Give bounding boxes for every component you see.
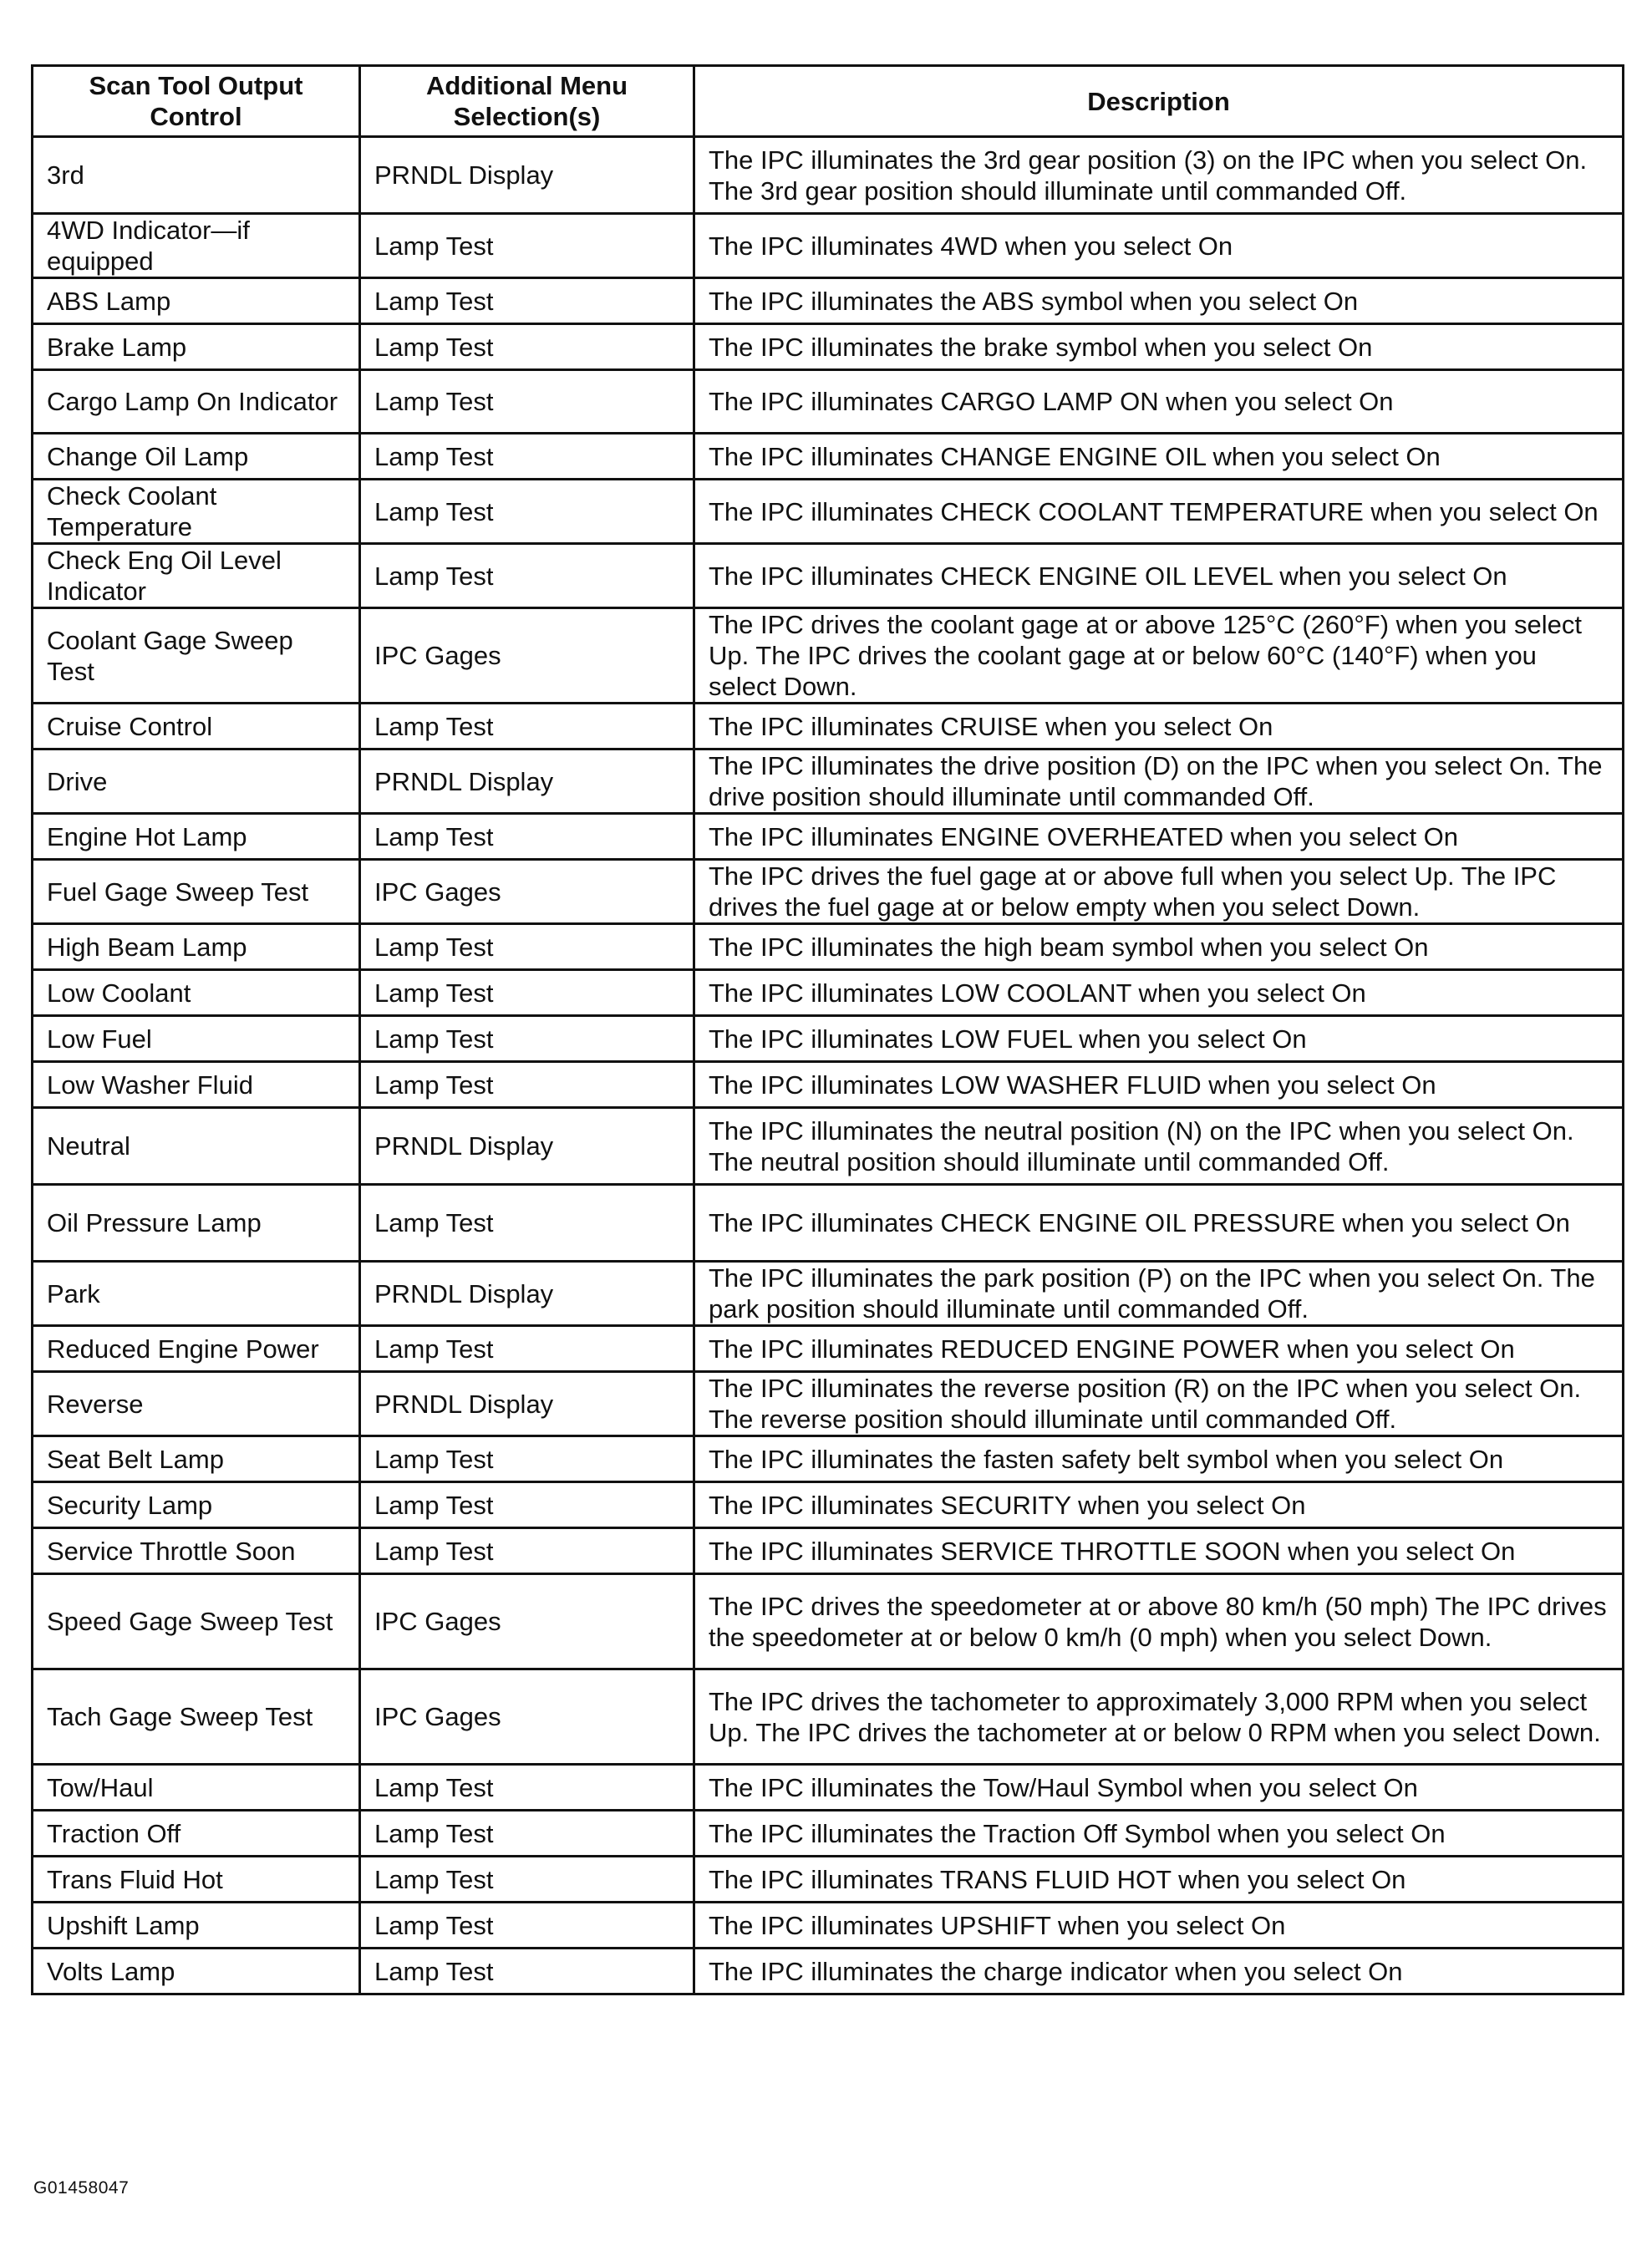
table-row xyxy=(33,1372,1624,1436)
description-cell: The IPC illuminates the high beam symbol when you select On xyxy=(694,924,1624,970)
table-row xyxy=(33,324,1624,370)
menu-selection-cell: Lamp Test xyxy=(360,1062,694,1108)
output-control-cell: Upshift Lamp xyxy=(33,1903,360,1949)
output-control-cell: Neutral xyxy=(33,1108,360,1185)
table-row xyxy=(33,434,1624,480)
output-control-cell: Low Washer Fluid xyxy=(33,1062,360,1108)
menu-selection-cell: Lamp Test xyxy=(360,370,694,434)
description-cell: The IPC drives the coolant gage at or above 125°C (260°F) when you select Up. The IPC drives the coolant gage at or below 60°C (140°F) when you select Down. xyxy=(694,608,1624,704)
scan-tool-output-table xyxy=(31,64,1624,1995)
menu-selection-cell: PRNDL Display xyxy=(360,1108,694,1185)
description-cell: The IPC drives the fuel gage at or above full when you select Up. The IPC drives the fuel gage at or below empty when you select Down. xyxy=(694,860,1624,924)
description-cell: The IPC illuminates LOW COOLANT when you select On xyxy=(694,970,1624,1016)
description-cell: The IPC illuminates CARGO LAMP ON when you select On xyxy=(694,370,1624,434)
table-row xyxy=(33,480,1624,544)
menu-selection-cell: IPC Gages xyxy=(360,1669,694,1765)
menu-selection-cell: IPC Gages xyxy=(360,860,694,924)
output-control-cell: Coolant Gage Sweep Test xyxy=(33,608,360,704)
output-control-cell: Cargo Lamp On Indicator xyxy=(33,370,360,434)
menu-selection-cell: Lamp Test xyxy=(360,278,694,324)
menu-selection-cell: Lamp Test xyxy=(360,970,694,1016)
output-control-cell: Volts Lamp xyxy=(33,1949,360,1994)
table-row xyxy=(33,370,1624,434)
description-cell: The IPC illuminates the brake symbol when you select On xyxy=(694,324,1624,370)
output-control-cell: Tach Gage Sweep Test xyxy=(33,1669,360,1765)
description-cell: The IPC illuminates the Tow/Haul Symbol when you select On xyxy=(694,1765,1624,1811)
menu-selection-cell: Lamp Test xyxy=(360,480,694,544)
description-cell: The IPC illuminates REDUCED ENGINE POWER when you select On xyxy=(694,1326,1624,1372)
output-control-cell: Engine Hot Lamp xyxy=(33,814,360,860)
menu-selection-cell: Lamp Test xyxy=(360,704,694,749)
menu-selection-cell: Lamp Test xyxy=(360,1811,694,1857)
menu-selection-cell: Lamp Test xyxy=(360,1949,694,1994)
menu-selection-cell: Lamp Test xyxy=(360,1765,694,1811)
output-control-cell: Tow/Haul xyxy=(33,1765,360,1811)
description-cell: The IPC illuminates LOW WASHER FLUID when you select On xyxy=(694,1062,1624,1108)
figure-code: G01458047 xyxy=(33,2178,130,2198)
table-row xyxy=(33,1262,1624,1326)
menu-selection-cell: Lamp Test xyxy=(360,1528,694,1574)
description-cell: The IPC illuminates the reverse position (R) on the IPC when you select On. The reverse position should illuminate until commanded Off. xyxy=(694,1372,1624,1436)
header-description: Description xyxy=(694,66,1624,137)
header-additional-menu-selections: Additional Menu Selection(s) xyxy=(360,66,694,137)
output-control-cell: Fuel Gage Sweep Test xyxy=(33,860,360,924)
description-cell: The IPC illuminates ENGINE OVERHEATED when you select On xyxy=(694,814,1624,860)
table-row xyxy=(33,1857,1624,1903)
table-row xyxy=(33,1949,1624,1994)
output-control-cell: Check Eng Oil Level Indicator xyxy=(33,544,360,608)
description-cell: The IPC drives the tachometer to approximately 3,000 RPM when you select Up. The IPC drives the tachometer at or below 0 RPM when you select Down. xyxy=(694,1669,1624,1765)
description-cell: The IPC illuminates SERVICE THROTTLE SOON when you select On xyxy=(694,1528,1624,1574)
description-cell: The IPC illuminates the neutral position (N) on the IPC when you select On. The neutral position should illuminate until commanded Off. xyxy=(694,1108,1624,1185)
menu-selection-cell: Lamp Test xyxy=(360,814,694,860)
menu-selection-cell: Lamp Test xyxy=(360,544,694,608)
description-cell: The IPC illuminates CRUISE when you select On xyxy=(694,704,1624,749)
table-row xyxy=(33,970,1624,1016)
table-row xyxy=(33,1108,1624,1185)
table-row xyxy=(33,1326,1624,1372)
menu-selection-cell: PRNDL Display xyxy=(360,749,694,814)
menu-selection-cell: Lamp Test xyxy=(360,1436,694,1482)
table-row xyxy=(33,814,1624,860)
menu-selection-cell: Lamp Test xyxy=(360,1482,694,1528)
menu-selection-cell: Lamp Test xyxy=(360,1016,694,1062)
menu-selection-cell: Lamp Test xyxy=(360,324,694,370)
output-control-cell: Oil Pressure Lamp xyxy=(33,1185,360,1262)
menu-selection-cell: Lamp Test xyxy=(360,1326,694,1372)
menu-selection-cell: IPC Gages xyxy=(360,608,694,704)
table-row xyxy=(33,1482,1624,1528)
output-control-cell: Drive xyxy=(33,749,360,814)
output-control-cell: 3rd xyxy=(33,137,360,214)
table-row xyxy=(33,1016,1624,1062)
output-control-cell: Traction Off xyxy=(33,1811,360,1857)
output-control-cell: ABS Lamp xyxy=(33,278,360,324)
description-cell: The IPC illuminates CHECK ENGINE OIL PRESSURE when you select On xyxy=(694,1185,1624,1262)
description-cell: The IPC illuminates CHECK ENGINE OIL LEVEL when you select On xyxy=(694,544,1624,608)
output-control-cell: Brake Lamp xyxy=(33,324,360,370)
description-cell: The IPC illuminates the charge indicator when you select On xyxy=(694,1949,1624,1994)
description-cell: The IPC illuminates TRANS FLUID HOT when you select On xyxy=(694,1857,1624,1903)
menu-selection-cell: Lamp Test xyxy=(360,924,694,970)
output-control-cell: Reduced Engine Power xyxy=(33,1326,360,1372)
table-row xyxy=(33,608,1624,704)
menu-selection-cell: PRNDL Display xyxy=(360,137,694,214)
description-cell: The IPC illuminates the Traction Off Symbol when you select On xyxy=(694,1811,1624,1857)
menu-selection-cell: PRNDL Display xyxy=(360,1372,694,1436)
table-row xyxy=(33,214,1624,278)
description-cell: The IPC illuminates CHECK COOLANT TEMPERATURE when you select On xyxy=(694,480,1624,544)
header-scan-tool-output-control: Scan Tool Output Control xyxy=(33,66,360,137)
menu-selection-cell: Lamp Test xyxy=(360,1903,694,1949)
output-control-cell: Trans Fluid Hot xyxy=(33,1857,360,1903)
output-control-cell: Park xyxy=(33,1262,360,1326)
table-row xyxy=(33,1669,1624,1765)
output-control-cell: Reverse xyxy=(33,1372,360,1436)
description-cell: The IPC illuminates LOW FUEL when you select On xyxy=(694,1016,1624,1062)
description-cell: The IPC illuminates the 3rd gear position (3) on the IPC when you select On. The 3rd gear position should illuminate until commanded Off. xyxy=(694,137,1624,214)
table-row xyxy=(33,278,1624,324)
output-control-cell: Low Fuel xyxy=(33,1016,360,1062)
table-body xyxy=(33,137,1624,1994)
table-row xyxy=(33,544,1624,608)
output-control-cell: Change Oil Lamp xyxy=(33,434,360,480)
description-cell: The IPC illuminates 4WD when you select On xyxy=(694,214,1624,278)
table-row xyxy=(33,1185,1624,1262)
table-row xyxy=(33,749,1624,814)
output-control-cell: High Beam Lamp xyxy=(33,924,360,970)
menu-selection-cell: PRNDL Display xyxy=(360,1262,694,1326)
table-row xyxy=(33,1528,1624,1574)
description-cell: The IPC illuminates the ABS symbol when you select On xyxy=(694,278,1624,324)
table-row xyxy=(33,1811,1624,1857)
table-row xyxy=(33,1062,1624,1108)
description-cell: The IPC illuminates the fasten safety belt symbol when you select On xyxy=(694,1436,1624,1482)
table-row xyxy=(33,1765,1624,1811)
description-cell: The IPC illuminates UPSHIFT when you select On xyxy=(694,1903,1624,1949)
output-control-cell: Security Lamp xyxy=(33,1482,360,1528)
table-row xyxy=(33,137,1624,214)
table-row xyxy=(33,860,1624,924)
description-cell: The IPC drives the speedometer at or above 80 km/h (50 mph) The IPC drives the speedometer at or below 0 km/h (0 mph) when you select Down. xyxy=(694,1574,1624,1669)
description-cell: The IPC illuminates the drive position (D) on the IPC when you select On. The drive position should illuminate until commanded Off. xyxy=(694,749,1624,814)
output-control-cell: Cruise Control xyxy=(33,704,360,749)
table-row xyxy=(33,1436,1624,1482)
menu-selection-cell: Lamp Test xyxy=(360,1185,694,1262)
output-control-cell: Seat Belt Lamp xyxy=(33,1436,360,1482)
menu-selection-cell: Lamp Test xyxy=(360,434,694,480)
menu-selection-cell: Lamp Test xyxy=(360,214,694,278)
description-cell: The IPC illuminates the park position (P) on the IPC when you select On. The park position should illuminate until commanded Off. xyxy=(694,1262,1624,1326)
description-cell: The IPC illuminates CHANGE ENGINE OIL when you select On xyxy=(694,434,1624,480)
table-row xyxy=(33,704,1624,749)
output-control-cell: Service Throttle Soon xyxy=(33,1528,360,1574)
menu-selection-cell: Lamp Test xyxy=(360,1857,694,1903)
description-cell: The IPC illuminates SECURITY when you select On xyxy=(694,1482,1624,1528)
output-control-cell: Speed Gage Sweep Test xyxy=(33,1574,360,1669)
table-row xyxy=(33,1574,1624,1669)
output-control-cell: Check Coolant Temperature xyxy=(33,480,360,544)
output-control-cell: 4WD Indicator—if equipped xyxy=(33,214,360,278)
output-control-cell: Low Coolant xyxy=(33,970,360,1016)
menu-selection-cell: IPC Gages xyxy=(360,1574,694,1669)
header-row xyxy=(33,66,1624,137)
table-row xyxy=(33,924,1624,970)
table-row xyxy=(33,1903,1624,1949)
